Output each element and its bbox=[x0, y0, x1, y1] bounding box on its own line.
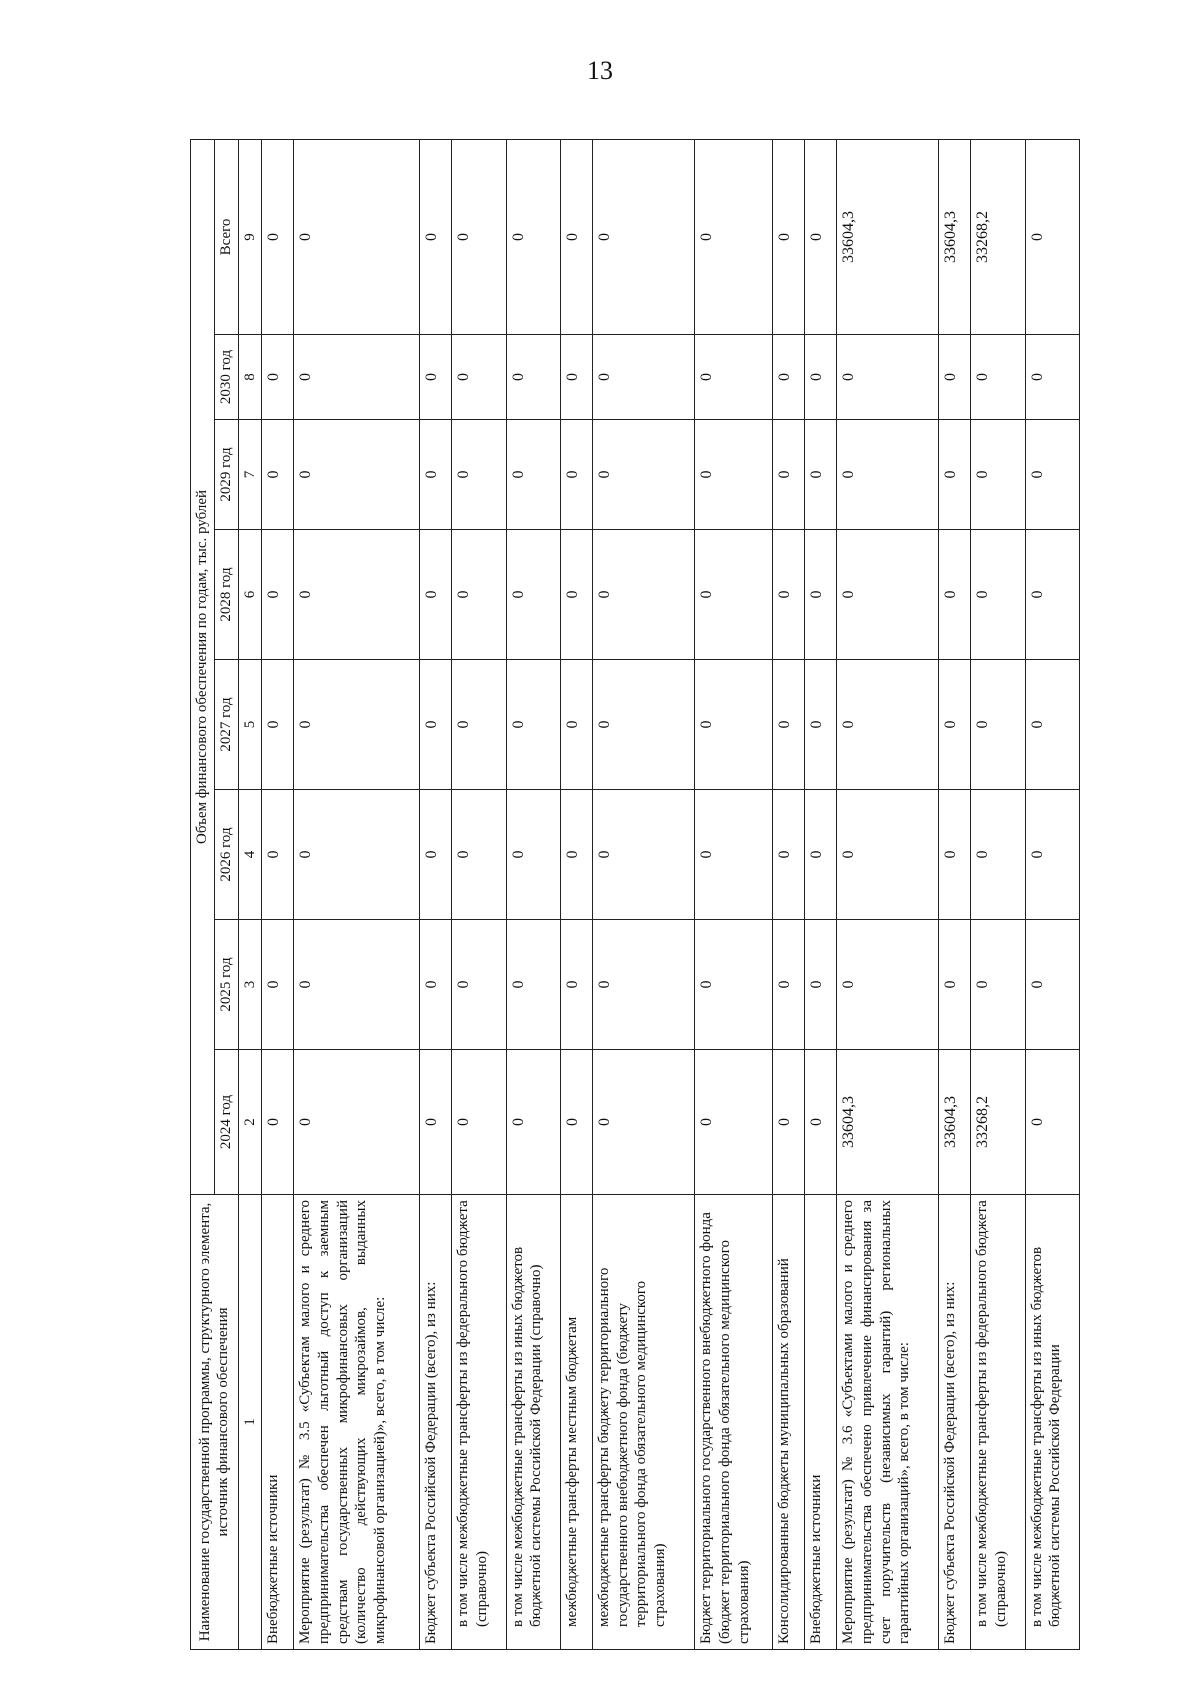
header-year-5: 2029 год bbox=[214, 420, 238, 530]
header-index-7: 7 bbox=[238, 420, 262, 530]
row-value: 0 bbox=[939, 920, 971, 1050]
row-value: 0 bbox=[695, 660, 773, 790]
header-year-4: 2028 год bbox=[214, 530, 238, 660]
table-row bbox=[452, 139, 506, 1649]
row-value: 0 bbox=[262, 335, 294, 420]
table-row bbox=[837, 139, 939, 1649]
row-value: 0 bbox=[294, 790, 420, 920]
row-value: 0 bbox=[592, 139, 694, 334]
header-index-1: 1 bbox=[238, 1195, 262, 1650]
row-value: 0 bbox=[773, 660, 805, 790]
row-label: Внебюджетные источники bbox=[262, 1195, 294, 1650]
row-value: 0 bbox=[837, 660, 939, 790]
header-year-0: 2024 год bbox=[214, 1050, 238, 1195]
row-value: 33604,3 bbox=[939, 1050, 971, 1195]
row-label: Внебюджетные источники bbox=[805, 1195, 837, 1650]
row-value: 0 bbox=[262, 920, 294, 1050]
row-value: 0 bbox=[1025, 920, 1079, 1050]
row-value: 0 bbox=[805, 920, 837, 1050]
row-value: 0 bbox=[805, 139, 837, 334]
row-value: 0 bbox=[971, 420, 1025, 530]
page-number: 13 bbox=[587, 56, 613, 85]
row-value: 0 bbox=[695, 790, 773, 920]
row-value: 0 bbox=[837, 790, 939, 920]
row-value: 0 bbox=[560, 530, 592, 660]
row-value: 0 bbox=[592, 660, 694, 790]
row-value: 0 bbox=[773, 1050, 805, 1195]
header-year-3: 2027 год bbox=[214, 660, 238, 790]
row-value: 0 bbox=[262, 790, 294, 920]
row-value: 0 bbox=[773, 335, 805, 420]
row-value: 0 bbox=[1025, 530, 1079, 660]
row-value: 0 bbox=[452, 790, 506, 920]
row-value: 0 bbox=[294, 660, 420, 790]
row-value: 0 bbox=[805, 1050, 837, 1195]
row-value: 0 bbox=[837, 420, 939, 530]
table-row bbox=[262, 139, 294, 1649]
header-index-3: 3 bbox=[238, 920, 262, 1050]
row-value: 0 bbox=[420, 530, 452, 660]
header-index-5: 5 bbox=[238, 660, 262, 790]
row-value: 0 bbox=[939, 335, 971, 420]
row-value: 0 bbox=[592, 335, 694, 420]
row-label: Бюджет территориального государственного внебюджетного фонда (бюджет территориального фонда обязательного медицинского страхования) bbox=[695, 1195, 773, 1650]
row-value: 0 bbox=[294, 1050, 420, 1195]
row-value: 0 bbox=[294, 420, 420, 530]
row-value: 0 bbox=[262, 139, 294, 334]
header-index-6: 6 bbox=[238, 530, 262, 660]
row-value: 0 bbox=[837, 920, 939, 1050]
rotated-table-container bbox=[190, 140, 1080, 1650]
row-value: 0 bbox=[971, 920, 1025, 1050]
row-value: 0 bbox=[452, 1050, 506, 1195]
row-value: 0 bbox=[805, 335, 837, 420]
table-row bbox=[971, 139, 1025, 1649]
row-value: 0 bbox=[560, 920, 592, 1050]
row-value: 0 bbox=[294, 139, 420, 334]
row-value: 0 bbox=[506, 660, 560, 790]
row-value: 33268,2 bbox=[971, 139, 1025, 334]
row-value: 0 bbox=[971, 530, 1025, 660]
row-value: 0 bbox=[939, 790, 971, 920]
row-label: в том числе межбюджетные трансферты из иных бюджетов бюджетной системы Российской Федерации bbox=[1025, 1195, 1079, 1650]
row-value: 0 bbox=[592, 920, 694, 1050]
row-value: 0 bbox=[695, 335, 773, 420]
row-value: 0 bbox=[452, 420, 506, 530]
row-value: 0 bbox=[592, 1050, 694, 1195]
row-value: 0 bbox=[420, 790, 452, 920]
header-name-column: Наименование государственной программы, структурного элемента, источник финансового обеспечения bbox=[191, 1195, 239, 1650]
row-value: 0 bbox=[560, 660, 592, 790]
row-value: 33604,3 bbox=[837, 139, 939, 334]
row-value: 0 bbox=[420, 920, 452, 1050]
table-row bbox=[773, 139, 805, 1649]
row-value: 0 bbox=[506, 139, 560, 334]
row-value: 0 bbox=[420, 335, 452, 420]
row-value: 0 bbox=[506, 920, 560, 1050]
table-row bbox=[695, 139, 773, 1649]
row-value: 0 bbox=[420, 139, 452, 334]
header-year-6: 2030 год bbox=[214, 335, 238, 420]
row-value: 0 bbox=[1025, 335, 1079, 420]
row-value: 0 bbox=[773, 530, 805, 660]
row-value: 0 bbox=[506, 335, 560, 420]
row-label: межбюджетные трансферты местным бюджетам bbox=[560, 1195, 592, 1650]
table-header bbox=[191, 139, 262, 1649]
row-value: 0 bbox=[592, 530, 694, 660]
row-label: в том числе межбюджетные трансферты из федерального бюджета (справочно) bbox=[971, 1195, 1025, 1650]
row-value: 0 bbox=[695, 420, 773, 530]
row-value: 0 bbox=[262, 1050, 294, 1195]
header-index-8: 8 bbox=[238, 335, 262, 420]
row-label: Консолидированные бюджеты муниципальных образований bbox=[773, 1195, 805, 1650]
row-value: 0 bbox=[452, 920, 506, 1050]
header-index-2: 2 bbox=[238, 1050, 262, 1195]
row-label: Бюджет субъекта Российской Федерации (всего), из них: bbox=[420, 1195, 452, 1650]
row-value: 0 bbox=[1025, 660, 1079, 790]
row-value: 33604,3 bbox=[837, 1050, 939, 1195]
row-value: 0 bbox=[695, 1050, 773, 1195]
row-label: Мероприятие (результат) № 3.5 «Субъектам малого и среднего предпринимательства обеспечен льготный доступ к заемным средствам государственных микрофинансовых организаций (количество действующих микрозаймов, выданных микрофинансовой организацией)», всего, в том числе: bbox=[294, 1195, 420, 1650]
header-year-2: 2026 год bbox=[214, 790, 238, 920]
table-row bbox=[506, 139, 560, 1649]
row-value: 0 bbox=[294, 920, 420, 1050]
row-value: 0 bbox=[773, 139, 805, 334]
header-index-9: 9 bbox=[238, 139, 262, 334]
table-row bbox=[1025, 139, 1079, 1649]
row-label: в том числе межбюджетные трансферты из иных бюджетов бюджетной системы Российской Федерации (справочно) bbox=[506, 1195, 560, 1650]
row-value: 0 bbox=[294, 335, 420, 420]
row-value: 0 bbox=[452, 660, 506, 790]
row-value: 0 bbox=[294, 530, 420, 660]
row-value: 0 bbox=[773, 790, 805, 920]
row-value: 0 bbox=[805, 420, 837, 530]
row-value: 0 bbox=[506, 530, 560, 660]
row-value: 0 bbox=[452, 139, 506, 334]
row-value: 0 bbox=[560, 790, 592, 920]
table-row bbox=[805, 139, 837, 1649]
row-value: 0 bbox=[452, 530, 506, 660]
row-value: 0 bbox=[939, 530, 971, 660]
row-value: 33268,2 bbox=[971, 1050, 1025, 1195]
header-year-1: 2025 год bbox=[214, 920, 238, 1050]
row-value: 0 bbox=[1025, 790, 1079, 920]
row-value: 0 bbox=[262, 660, 294, 790]
row-value: 0 bbox=[592, 790, 694, 920]
row-value: 0 bbox=[695, 530, 773, 660]
row-label: межбюджетные трансферты бюджету территориального государственного внебюджетного фонда (бюджету территориального фонда обязательного медицинского страхования) bbox=[592, 1195, 694, 1650]
row-value: 0 bbox=[837, 530, 939, 660]
row-value: 0 bbox=[971, 660, 1025, 790]
table-row bbox=[420, 139, 452, 1649]
header-index-4: 4 bbox=[238, 790, 262, 920]
header-volume-group: Объем финансового обеспечения по годам, тыс. рублей bbox=[191, 139, 215, 1194]
row-value: 0 bbox=[971, 790, 1025, 920]
row-label: в том числе межбюджетные трансферты из федерального бюджета (справочно) bbox=[452, 1195, 506, 1650]
rotated-table-area bbox=[190, 140, 1080, 1650]
row-value: 0 bbox=[262, 530, 294, 660]
row-value: 0 bbox=[695, 139, 773, 334]
row-label: Бюджет субъекта Российской Федерации (всего), из них: bbox=[939, 1195, 971, 1650]
row-value: 0 bbox=[506, 790, 560, 920]
financing-table bbox=[190, 139, 1080, 1650]
row-value: 0 bbox=[837, 335, 939, 420]
row-value: 0 bbox=[805, 530, 837, 660]
table-row bbox=[939, 139, 971, 1649]
table-row bbox=[592, 139, 694, 1649]
table-row bbox=[560, 139, 592, 1649]
row-value: 0 bbox=[452, 335, 506, 420]
row-value: 0 bbox=[1025, 420, 1079, 530]
row-value: 0 bbox=[420, 660, 452, 790]
row-label: Мероприятие (результат) № 3.6 «Субъектами малого и среднего предпринимательства обеспечено привлечение финансирования за счет поручительств (независимых гарантий) региональных гарантийных организаций», всего, в том числе: bbox=[837, 1195, 939, 1650]
row-value: 0 bbox=[560, 335, 592, 420]
row-value: 0 bbox=[506, 1050, 560, 1195]
row-value: 0 bbox=[420, 420, 452, 530]
row-value: 0 bbox=[773, 420, 805, 530]
row-value: 33604,3 bbox=[939, 139, 971, 334]
row-value: 0 bbox=[420, 1050, 452, 1195]
row-value: 0 bbox=[592, 420, 694, 530]
row-value: 0 bbox=[560, 1050, 592, 1195]
row-value: 0 bbox=[560, 420, 592, 530]
row-value: 0 bbox=[773, 920, 805, 1050]
row-value: 0 bbox=[971, 335, 1025, 420]
table-row bbox=[294, 139, 420, 1649]
header-year-7: Всего bbox=[214, 139, 238, 334]
row-value: 0 bbox=[939, 660, 971, 790]
row-value: 0 bbox=[1025, 139, 1079, 334]
row-value: 0 bbox=[1025, 1050, 1079, 1195]
row-value: 0 bbox=[506, 420, 560, 530]
row-value: 0 bbox=[939, 420, 971, 530]
row-value: 0 bbox=[805, 660, 837, 790]
header-index-row bbox=[238, 139, 262, 1649]
row-value: 0 bbox=[695, 920, 773, 1050]
row-value: 0 bbox=[262, 420, 294, 530]
row-value: 0 bbox=[805, 790, 837, 920]
row-value: 0 bbox=[560, 139, 592, 334]
table-body bbox=[262, 139, 1080, 1649]
